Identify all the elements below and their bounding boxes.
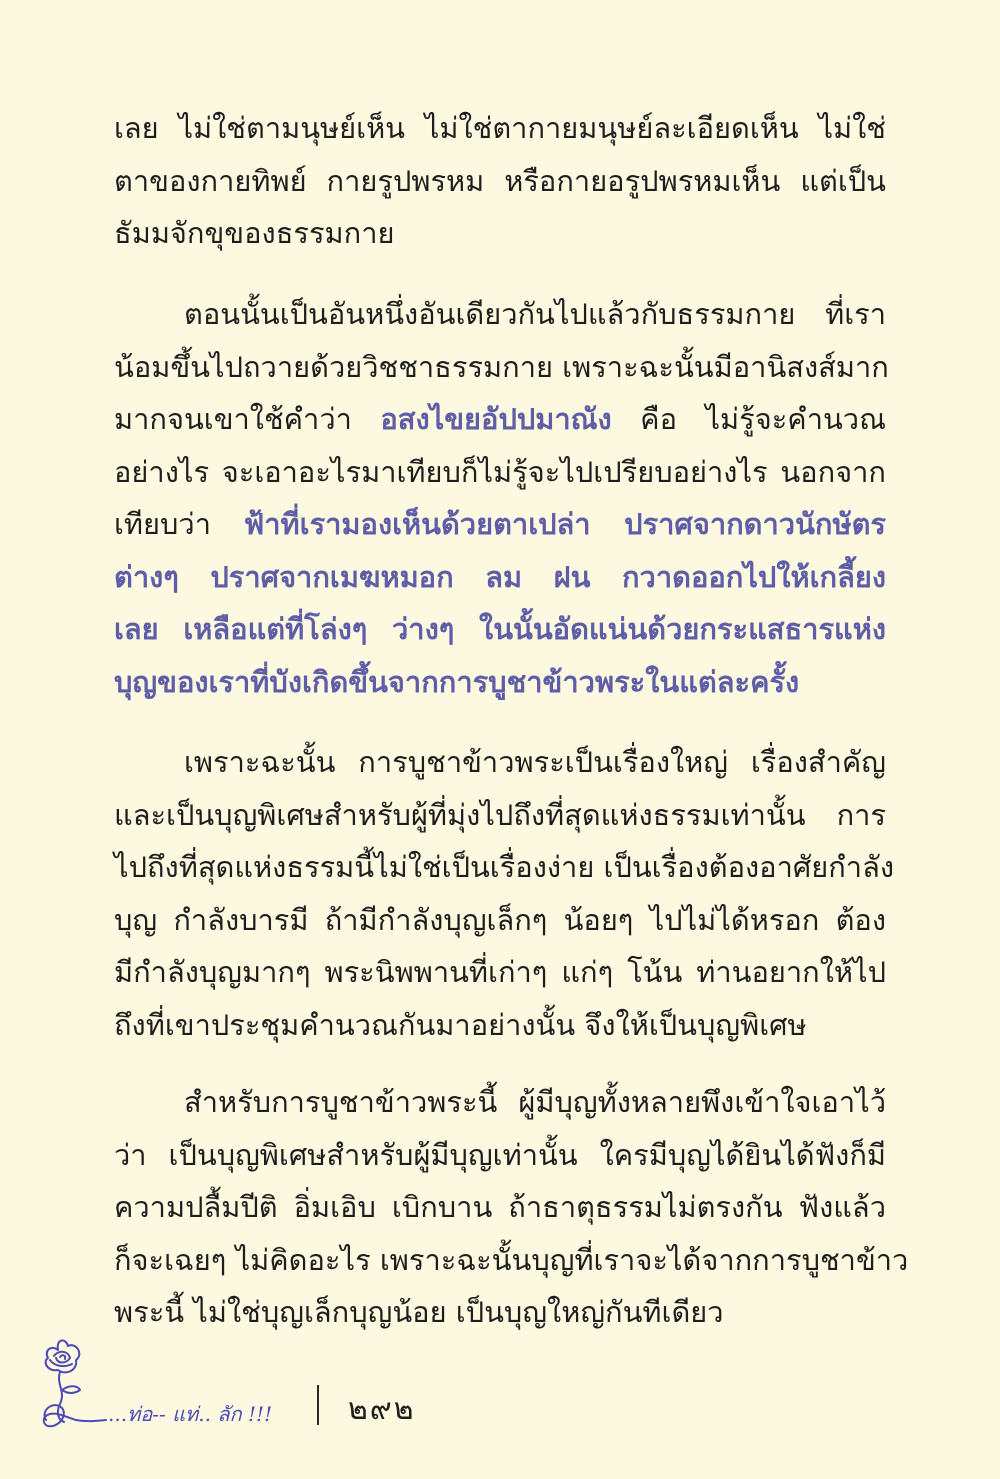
text-line: พระนี้ ไม่ใช่บุญเล็กบุญน้อย เป็นบุญใหญ่กันทีเดียว — [114, 1295, 724, 1329]
text-line: สำหรับการบูชาข้าวพระนี้ ผู้มีบุญทั้งหลายพึงเข้าใจเอาไว้ — [184, 1085, 886, 1119]
text-line: น้อมขึ้นไปถวายด้วยวิชชาธรรมกาย เพราะฉะนั้นมีอานิสงส์มาก — [114, 349, 889, 384]
text-line: ไปถึงที่สุดแห่งธรรมนี้ไม่ใช่เป็นเรื่องง่าย เป็นเรื่องต้องอาศัยกำลัง — [114, 850, 895, 884]
page-number: ๒๙๒ — [348, 1392, 416, 1427]
text-line: บุญ กำลังบารมี ถ้ามีกำลังบุญเล็กๆ น้อยๆ ไปไม่ได้หรอก ต้อง — [114, 902, 886, 937]
text-line-with-highlight — [114, 393, 886, 446]
text-line: ถึงที่เขาประชุมคำนวณกันมาอย่างนั้น จึงให้เป็นบุญพิเศษ — [114, 1007, 807, 1042]
text-line: เลย ไม่ใช่ตามนุษย์เห็น ไม่ใช่ตากายมนุษย์ละเอียดเห็น ไม่ใช่ — [114, 111, 886, 145]
text-line: ก็จะเฉยๆ ไม่คิดอะไร เพราะฉะนั้นบุญที่เราจะได้จากการบูชาข้าว — [114, 1242, 909, 1277]
text-line: ความปลื้มปีติ อิ่มเอิบ เบิกบาน ถ้าธาตุธรรมไม่ตรงกัน ฟังแล้ว — [114, 1190, 886, 1224]
text-line: ตอนนั้นเป็นอันหนึ่งอันเดียวกันไปแล้วกับธรรมกาย ที่เรา — [184, 297, 886, 331]
footer-divider — [317, 1385, 319, 1425]
page-footer — [0, 1320, 1000, 1440]
paragraph-3 — [114, 736, 895, 1051]
paragraph-1 — [114, 102, 886, 260]
text-line-with-highlight — [114, 498, 886, 551]
paragraph-2 — [114, 288, 889, 708]
text-line: อย่างไร จะเอาอะไรมาเทียบก็ไม่รู้จะไปเปรียบอย่างไร นอกจาก — [114, 454, 886, 489]
highlighted-phrase: ฟ้าที่เรามองเห็นด้วยตาเปล่า ปราศจากดาวนักษัตร — [243, 507, 886, 541]
text-line: เพราะฉะนั้น การบูชาข้าวพระเป็นเรื่องใหญ่ เรื่องสำคัญ — [184, 745, 886, 779]
rose-signature-icon — [36, 1328, 296, 1438]
text-segment: เทียบว่า — [114, 507, 244, 541]
text-segment: มากจนเขาใช้คำว่า — [114, 402, 381, 436]
paragraph-4 — [114, 1076, 909, 1339]
text-line: ธัมมจักขุของธรรมกาย — [114, 216, 395, 250]
highlighted-line: บุญของเราที่บังเกิดขึ้นจากการบูชาข้าวพระในแต่ละครั้ง — [114, 664, 800, 699]
text-line: มีกำลังบุญมากๆ พระนิพพานที่เก่าๆ แก่ๆ โน้น ท่านอยากให้ไป — [114, 955, 886, 989]
text-line: ว่า เป็นบุญพิเศษสำหรับผู้มีบุญเท่านั้น ใครมีบุญได้ยินได้ฟังก็มี — [114, 1137, 886, 1172]
highlighted-line: ต่างๆ ปราศจากเมฆหมอก ลม ฝน กวาดออกไปให้เกลี้ยง — [114, 559, 886, 594]
text-segment: คือ ไม่รู้จะคำนวณ — [611, 402, 886, 436]
text-line: ตาของกายทิพย์ กายรูปพรหม หรือกายอรูปพรหมเห็น แต่เป็น — [114, 163, 886, 198]
text-line: และเป็นบุญพิเศษสำหรับผู้ที่มุ่งไปถึงที่สุดแห่งธรรมเท่านั้น การ — [114, 797, 886, 832]
highlighted-line: เลย เหลือแต่ที่โล่งๆ ว่างๆ ในนั้นอัดแน่นด้วยกระแสธารแห่ง — [114, 612, 886, 646]
signature-text: ...ท่อ-- แท่.. ลัก !!! — [108, 1402, 273, 1426]
highlighted-phrase: อสงไขยอัปปมาณัง — [380, 402, 612, 436]
